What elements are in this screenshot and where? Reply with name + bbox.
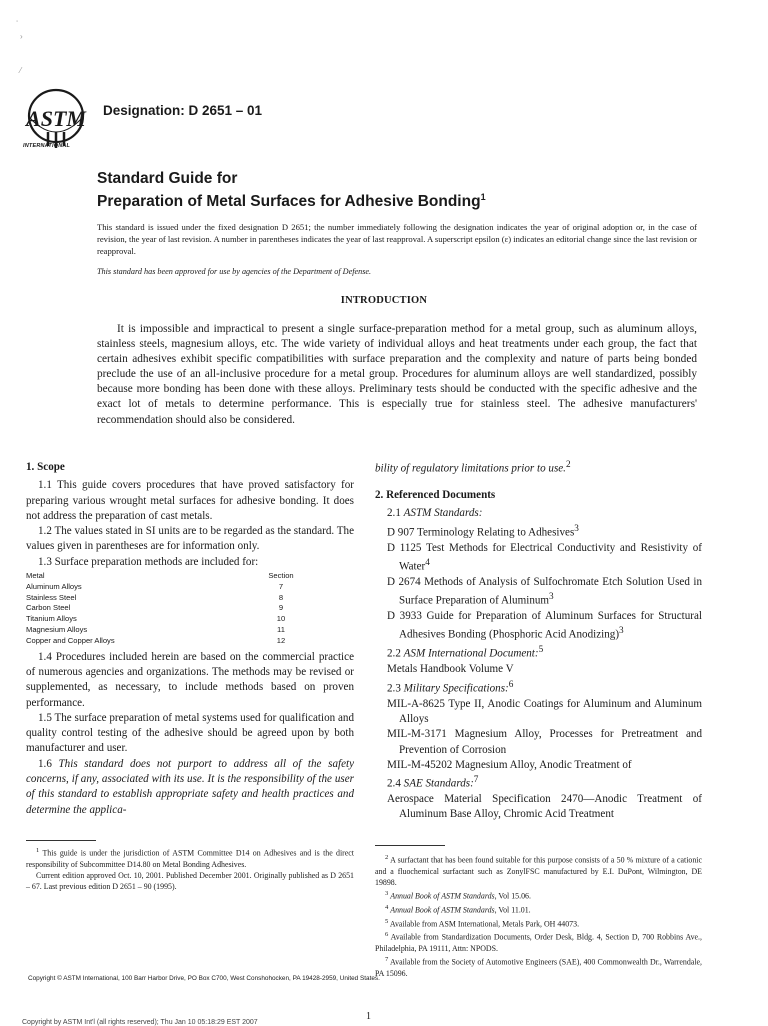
- subsection-number: 2.2: [387, 648, 404, 661]
- table-cell-metal: Carbon Steel: [26, 603, 71, 613]
- footnote-rule: [26, 840, 96, 841]
- dod-approval-note: This standard has been approved for use by agencies of the Department of Defense.: [97, 267, 372, 276]
- footnote-marker: 2: [565, 460, 571, 470]
- table-row: [26, 582, 326, 593]
- footnote-marker: 5: [538, 645, 544, 656]
- footnote-marker: 3: [574, 523, 579, 534]
- asm-document-label: [375, 643, 702, 662]
- title-text: Preparation of Metal Surfaces for Adhesive Bonding: [97, 193, 481, 211]
- table-cell-metal: Stainless Steel: [26, 592, 77, 602]
- table-cell-section: 8: [278, 592, 284, 602]
- safety-caveat: This standard does not purport to address all of the safety concerns, if any, associated with its use. It is the responsibility of the user of this standard to establish appropriate safety and health practices and determine the applica-: [26, 757, 355, 816]
- scan-mark: ⸱: [16, 17, 19, 26]
- footnote-marker: 4: [385, 903, 389, 911]
- table-cell-section: 10: [276, 614, 286, 624]
- footnote-text: Available from the Society of Automotive Engineers (SAE), 400 Commonwealth Dr., Warrendale, PA 15096.: [375, 958, 702, 979]
- paragraph-number: 1.6: [38, 757, 59, 770]
- table-cell-section: 9: [278, 603, 284, 613]
- subsection-title: ASM International Document:: [403, 648, 539, 661]
- military-specs-label: [375, 678, 702, 697]
- page-number: 1: [366, 1011, 371, 1022]
- footnote-marker: 5: [385, 917, 389, 925]
- introduction-text: It is impossible and impractical to present a single surface-preparation method for a metal group, such as aluminum alloys, stainless steels, magnesium alloys, etc. The wide variety of individual alloys and heat treatments under each group, the fact that certain adhesives exhibit specific compatibilities with surface preparation and the complexity and nature of parts being bonded preclude the use of an all-inclusive procedure for a metal group. Procedures for aluminum alloys are well standardized, possibly because more bonding has been done with these alloys. Preliminary tests should be conducted with the specific adhesive and the exact lot of metals to determine performance. This is especially true for stainless steel. The adhesive manufacturers' recommendation should also be considered.: [97, 323, 697, 426]
- footnote-marker: 1: [36, 846, 40, 854]
- footnote-text: This guide is under the jurisdiction of ASTM Committee D14 on Adhesives and is the direct responsibility of Subcommittee D14.80 on Metal Bonding Adhesives.: [26, 848, 354, 869]
- table-cell-section: 11: [277, 625, 285, 635]
- footnote-marker: 6: [508, 679, 514, 690]
- title-line-1: Standard Guide for: [97, 170, 238, 187]
- footnote-text: Available from ASM International, Metals Park, OH 44073.: [389, 919, 580, 929]
- footnote-2: [375, 852, 702, 888]
- subsection-number: 2.3: [387, 682, 404, 695]
- footnote-rule: [375, 845, 445, 846]
- paragraph-1-6-continued: [375, 458, 702, 477]
- reference-item: Metals Handbook Volume V: [387, 663, 514, 676]
- subsection-title: ASTM Standards:: [403, 507, 483, 520]
- section-heading-referenced: 2. Referenced Documents: [375, 488, 496, 501]
- table-cell-metal: Titanium Alloys: [26, 614, 77, 624]
- license-watermark: Copyright by ASTM Int'l (all rights reserved); Thu Jan 10 05:18:29 EST 2007: [22, 1019, 258, 1026]
- paragraph-1-2: 1.2 The values stated in SI units are to be regarded as the standard. The values given in parentheses are for information only.: [26, 525, 354, 553]
- table-cell-section: 7: [278, 581, 284, 591]
- copyright-footer: Copyright © ASTM International, 100 Barr Harbor Drive, PO Box C700, West Conshohocken, PA 19428-2959, United States.: [28, 975, 380, 982]
- footnotes-left: [26, 845, 354, 892]
- footnote-marker: 4: [425, 557, 430, 568]
- footnote-marker: 2: [385, 853, 389, 861]
- sae-standards-label: [375, 773, 702, 792]
- footnote-text: , Vol 15.06.: [494, 891, 531, 901]
- reference-item: [375, 541, 702, 575]
- issuance-notice: This standard is issued under the fixed designation D 2651; the number immediately following the designation indicates the year of original adoption or, in the case of revision, the year of last revision. A number in parentheses indicates the year of last reapproval. A superscript epsilon (ε) indicates an editorial change since the last revision or reapproval.: [97, 222, 697, 256]
- footnote-italic: Annual Book of ASTM Standards: [390, 905, 495, 915]
- table-cell-metal: Magnesium Alloys: [26, 625, 88, 635]
- reference-item: [375, 575, 702, 609]
- reference-text: D 3933 Guide for Preparation of Aluminum Surfaces for Structural Adhesives Bonding (Phosphoric Acid Anodizing): [387, 610, 702, 642]
- footnote-text: , Vol 11.01.: [494, 905, 531, 915]
- title-footnote-marker: 1: [480, 192, 486, 202]
- designation: Designation: D 2651 – 01: [103, 103, 263, 118]
- footnote-marker: 7: [385, 956, 389, 964]
- footnote-marker: 7: [473, 775, 479, 786]
- subsection-number: 2.4: [387, 777, 404, 790]
- safety-caveat-end: bility of regulatory limitations prior to use.: [375, 462, 566, 475]
- reference-item: MIL-A-8625 Type II, Anodic Coatings for Aluminum and Aluminum Alloys: [387, 697, 702, 725]
- table-row: [26, 636, 326, 647]
- table-header-row: [26, 571, 326, 582]
- paragraph-1-3: 1.3 Surface preparation methods are included for:: [38, 555, 259, 568]
- footnote-5: [375, 916, 702, 930]
- subsection-number: 2.1: [387, 507, 404, 520]
- subsection-title: Military Specifications:: [403, 682, 509, 695]
- footnote-text: Available from Standardization Documents, Order Desk, Bldg. 4, Section D, 700 Robbins Ave., Philadelphia, PA 19111, Attn: NPODS.: [375, 933, 702, 954]
- reference-text: D 1125 Test Methods for Electrical Conductivity and Resistivity of Water: [387, 541, 702, 573]
- table-row: [26, 593, 326, 604]
- reference-item: [375, 522, 702, 541]
- table-row: [26, 614, 326, 625]
- section-heading-scope: 1. Scope: [26, 461, 65, 473]
- table-header-section: Section: [268, 571, 294, 581]
- table-cell-metal: Aluminum Alloys: [26, 581, 82, 591]
- footnote-4: [375, 902, 702, 916]
- introduction-heading: INTRODUCTION: [340, 295, 428, 306]
- footnote-3: [375, 888, 702, 902]
- footnote-marker: 3: [549, 592, 554, 603]
- astm-standards-label: [375, 506, 702, 521]
- reference-item: Aerospace Material Specification 2470—Anodic Treatment of Aluminum Base Alloy, Chromic Acid Treatment: [387, 793, 702, 821]
- title-line-2: [97, 188, 486, 211]
- surface-methods-table: [26, 571, 326, 647]
- scan-mark: ⁄: [20, 66, 22, 75]
- paragraph-1-1: 1.1 This guide covers procedures that have proved satisfactory for preparing various wrought metal surfaces for adhesive bonding. It does not address the preparation of cast metals.: [26, 479, 354, 522]
- footnote-6: [375, 929, 702, 954]
- footnote-7: [375, 954, 702, 979]
- reference-item: MIL-M-3171 Magnesium Alloy, Processes for Pretreatment and Prevention of Corrosion: [387, 728, 702, 756]
- footnote-1-continued: Current edition approved Oct. 10, 2001. Published December 2001. Originally published as D 2651 – 67. Last previous edition D 2651 – 90 (1995).: [26, 870, 354, 892]
- footnote-marker: 3: [385, 889, 389, 897]
- footnote-marker: 6: [385, 931, 389, 939]
- table-cell-metal: Copper and Copper Alloys: [26, 635, 115, 645]
- document-title: [97, 169, 486, 211]
- paragraph-1-4: 1.4 Procedures included herein are based on the commercial practice of numerous agencies and organizations. The methods may be revised or supplemented, as necessary, to include methods based on proven performance.: [26, 650, 354, 709]
- left-column: [26, 460, 354, 892]
- logo-text: ASTM: [26, 106, 86, 131]
- scan-mark: ›: [20, 32, 23, 41]
- right-column: [375, 458, 702, 980]
- footnote-marker: 3: [619, 626, 624, 637]
- footnote-1: [26, 845, 354, 870]
- reference-text: D 907 Terminology Relating to Adhesives: [387, 526, 575, 539]
- table-cell-section: 12: [276, 635, 286, 645]
- paragraph-1-6: [26, 757, 354, 818]
- footnotes-right: [375, 852, 702, 980]
- reference-item: MIL-M-45202 Magnesium Alloy, Anodic Treatment of: [387, 758, 632, 771]
- reference-item: [375, 609, 702, 643]
- table-row: [26, 625, 326, 636]
- footnote-text: A surfactant that has been found suitable for this purpose consists of a 50 % mixture of a cationic and a fluochemical surfactant such as ZonylFSC manufactured by E.I. DuPont, Wilmington, DE 19898.: [375, 855, 702, 887]
- reference-text: D 2674 Methods of Analysis of Sulfochromate Etch Solution Used in Surface Preparation of Aluminum: [387, 575, 702, 607]
- table-row: [26, 603, 326, 614]
- table-header-metal: Metal: [26, 571, 45, 581]
- logo-caption: INTERNATIONAL: [23, 143, 71, 149]
- footnote-italic: Annual Book of ASTM Standards: [390, 891, 495, 901]
- subsection-title: SAE Standards:: [403, 777, 474, 790]
- paragraph-1-5: 1.5 The surface preparation of metal systems used for qualification and quality control testing of the adhesive should be agreed upon by both manufacturer and user.: [26, 711, 354, 755]
